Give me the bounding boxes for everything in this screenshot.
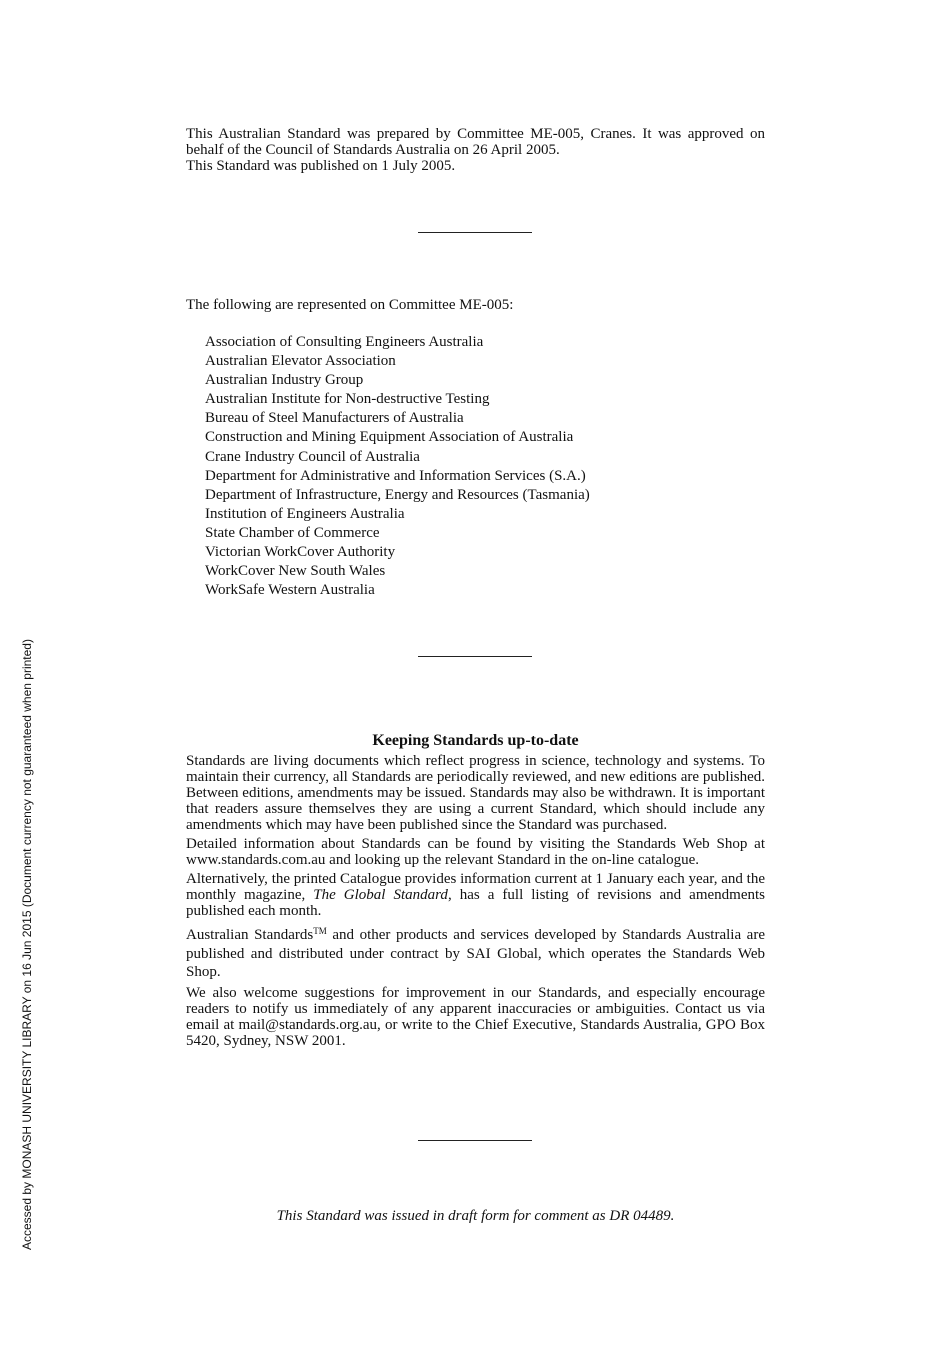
list-item: Australian Institute for Non-destructive Testing (205, 391, 490, 408)
list-item: Department for Administrative and Information Services (S.A.) (205, 467, 586, 484)
list-item: Australian Elevator Association (205, 353, 396, 370)
list-item: Bureau of Steel Manufacturers of Australia (205, 410, 464, 427)
list-item: State Chamber of Commerce (205, 524, 380, 541)
trademark-mark: TM (313, 926, 327, 936)
committee-heading: The following are represented on Committee ME-005: (186, 297, 514, 313)
list-item: Association of Consulting Engineers Australia (205, 334, 484, 350)
paragraph-living-documents: Standards are living documents which reflect progress in science, technology and systems. To maintain their currency, all Standards are periodically reviewed, and new editions are published. Between editions, amendments may be issued. Standards may also be withdrawn. It is important that readers assure themselves they are using a current Standard, which should include any amendments which may have been published since the Standard was purchased. (186, 753, 765, 833)
list-item: Crane Industry Council of Australia (205, 448, 420, 465)
access-watermark: Accessed by MONASH UNIVERSITY LIBRARY on 16 Jun 2015 (Document currency not guaranteed when printed) (20, 639, 34, 1250)
intro-line-approval: This Australian Standard was prepared by Committee ME-005, Cranes. It was approved on behalf of the Council of Standards Australia on 26 April 2005. (186, 126, 765, 158)
list-item: Australian Industry Group (205, 372, 364, 389)
list-item: Institution of Engineers Australia (205, 505, 405, 522)
magazine-title: The Global Standard (313, 887, 448, 903)
paragraph-contact: We also welcome suggestions for improvement in our Standards, and especially encourage readers to notify us immediately of any apparent inaccuracies or ambiguities. Contact us via email at mail@standards.org.au, or write to the Chief Executive, Standards Australia, GPO Box 5420, Sydney, NSW 2001. (186, 984, 765, 1049)
committee-member-list (205, 333, 590, 600)
intro-line-published: This Standard was published on 1 July 2005. (186, 158, 456, 174)
list-item: Victorian WorkCover Authority (205, 544, 396, 561)
section-divider (418, 232, 532, 233)
keeping-standards-body (186, 753, 765, 1052)
section-divider (418, 1140, 532, 1141)
list-item: Department of Infrastructure, Energy and Resources (Tasmania) (205, 486, 590, 503)
paragraph-web-shop: Detailed information about Standards can be found by visiting the Standards Web Shop at www.standards.com.au and looking up the relevant Standard in the on-line catalogue. (186, 836, 765, 868)
draft-note: This Standard was issued in draft form for comment as DR 04489. (276, 1208, 675, 1224)
list-item: WorkSafe Western Australia (205, 582, 375, 599)
keeping-standards-heading: Keeping Standards up-to-date (372, 732, 579, 749)
list-item: WorkCover New South Wales (205, 563, 386, 580)
paragraph-catalogue: Alternatively, the printed Catalogue provides information current at 1 January each year, and the monthly magazine, The Global Standard, has a full listing of revisions and amendments published each month. (186, 871, 765, 919)
section-divider (418, 656, 532, 657)
intro-statement (186, 126, 765, 174)
paragraph-sai-global: Australian Standards™ and other products and services developed by Standards Australia are published and distributed under contract by SAI Global, which operates the Standards Web Shop. (186, 926, 765, 980)
list-item: Construction and Mining Equipment Association of Australia (205, 429, 574, 446)
